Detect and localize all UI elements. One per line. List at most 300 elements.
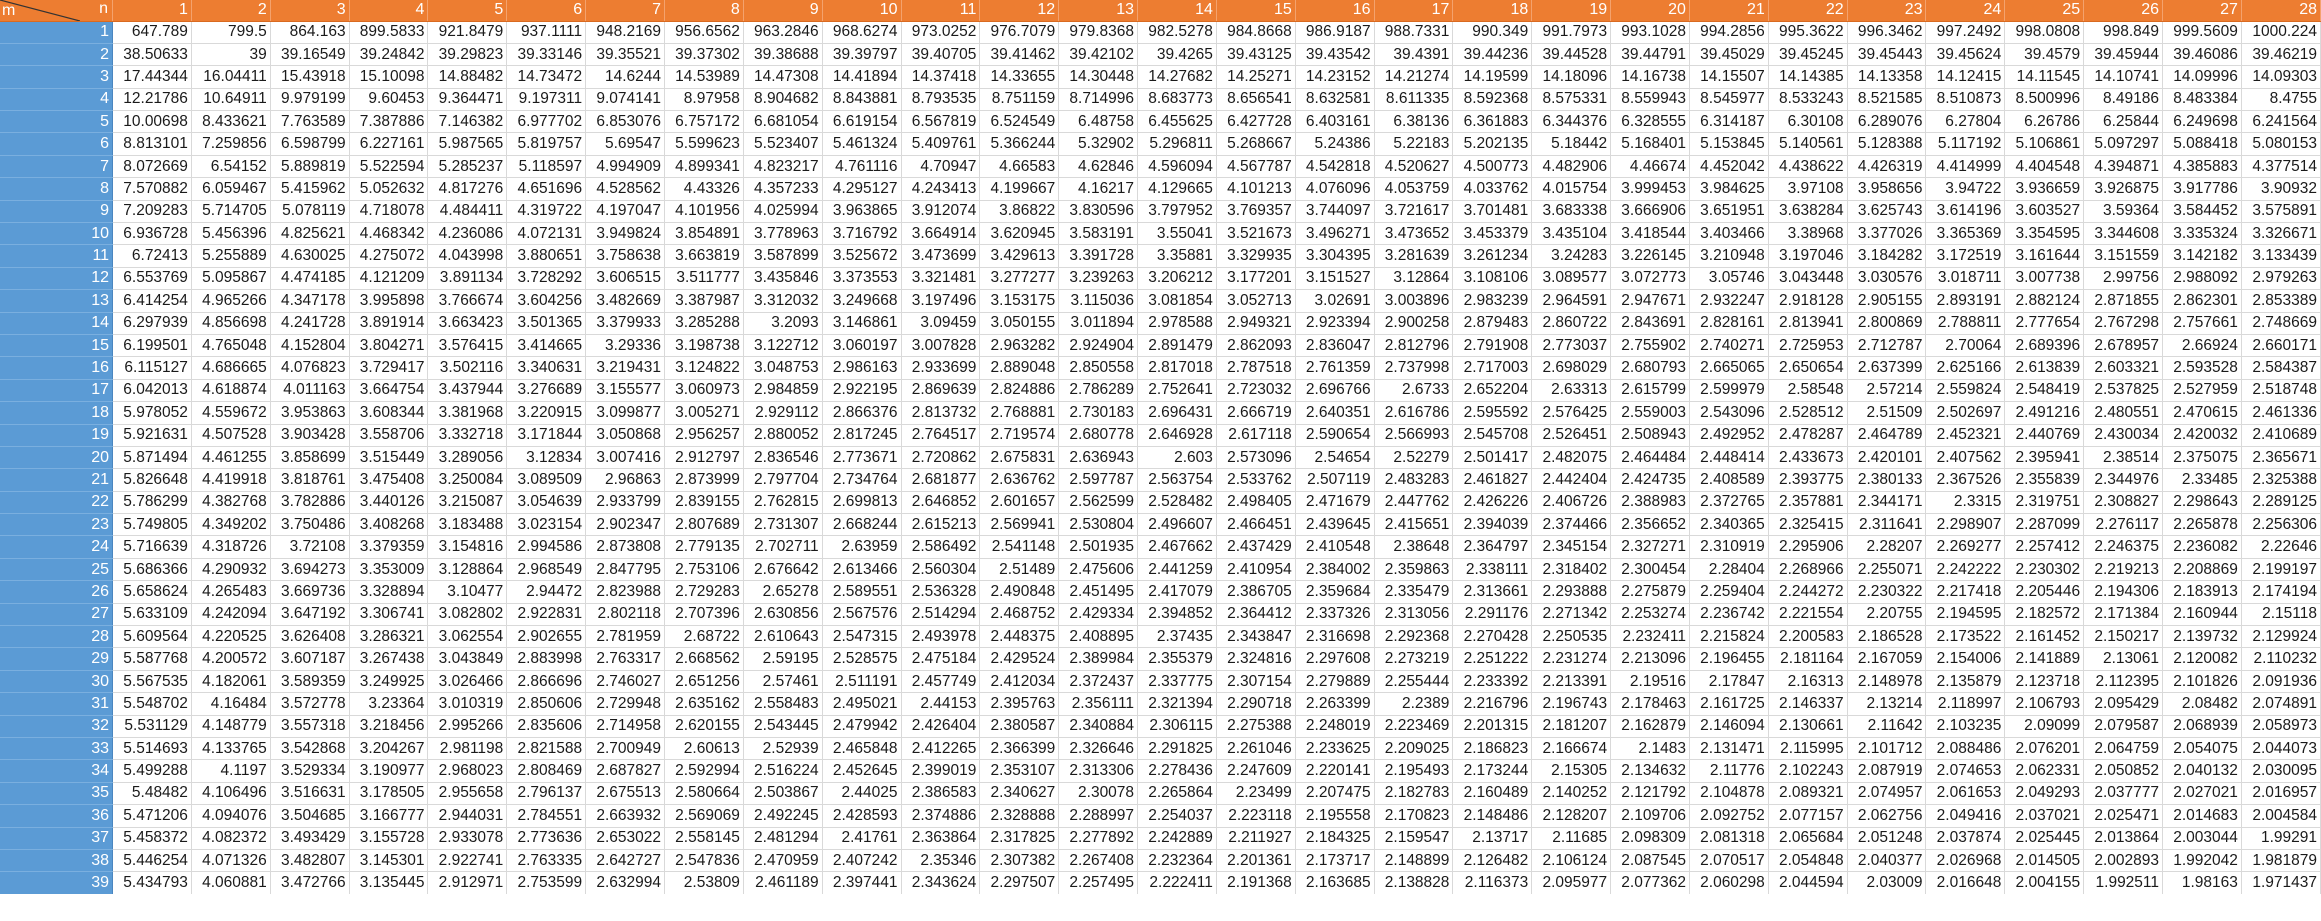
table-cell[interactable]: 3.226145 — [1611, 245, 1690, 267]
table-cell[interactable]: 2.646928 — [1138, 424, 1217, 446]
table-cell[interactable]: 2.461336 — [2241, 402, 2320, 424]
table-cell[interactable]: 998.0808 — [2005, 21, 2084, 43]
table-cell[interactable]: 2.869639 — [901, 379, 980, 401]
table-cell[interactable]: 2.267408 — [1059, 849, 1138, 871]
table-cell[interactable]: 2.729283 — [664, 581, 743, 603]
table-cell[interactable]: 3.328894 — [349, 581, 428, 603]
table-cell[interactable]: 2.873808 — [586, 536, 665, 558]
table-cell[interactable]: 2.231274 — [1532, 648, 1611, 670]
table-cell[interactable]: 3.261234 — [1453, 245, 1532, 267]
table-cell[interactable]: 6.361883 — [1453, 111, 1532, 133]
table-cell[interactable]: 3.647192 — [270, 603, 349, 625]
table-cell[interactable]: 5.686366 — [113, 558, 192, 580]
table-cell[interactable]: 16.04411 — [191, 66, 270, 88]
table-cell[interactable]: 2.060298 — [1689, 872, 1768, 894]
table-cell[interactable]: 2.244272 — [1768, 581, 1847, 603]
table-cell[interactable]: 2.478287 — [1768, 424, 1847, 446]
row-header-m-14[interactable]: 14 — [0, 312, 113, 334]
table-cell[interactable]: 3.29336 — [586, 334, 665, 356]
table-cell[interactable]: 2.452321 — [1926, 424, 2005, 446]
table-cell[interactable]: 2.862301 — [2163, 290, 2242, 312]
table-cell[interactable]: 2.636943 — [1059, 446, 1138, 468]
table-cell[interactable]: 2.707396 — [664, 603, 743, 625]
table-cell[interactable]: 2.037021 — [2005, 805, 2084, 827]
row-header-m-24[interactable]: 24 — [0, 536, 113, 558]
table-cell[interactable]: 2.054075 — [2163, 738, 2242, 760]
table-cell[interactable]: 2.646852 — [901, 491, 980, 513]
table-cell[interactable]: 2.580664 — [664, 782, 743, 804]
row-header-m-30[interactable]: 30 — [0, 670, 113, 692]
table-cell[interactable]: 2.232411 — [1611, 626, 1690, 648]
table-cell[interactable]: 14.16738 — [1611, 66, 1690, 88]
table-cell[interactable]: 4.275072 — [349, 245, 428, 267]
table-cell[interactable]: 2.812796 — [1374, 334, 1453, 356]
table-cell[interactable]: 2.625166 — [1926, 357, 2005, 379]
column-header-n-27[interactable]: 27 — [2163, 0, 2242, 21]
table-cell[interactable]: 6.567819 — [901, 111, 980, 133]
table-cell[interactable]: 5.117192 — [1926, 133, 2005, 155]
table-cell[interactable]: 2.03009 — [1847, 872, 1926, 894]
table-cell[interactable]: 2.386583 — [901, 782, 980, 804]
table-cell[interactable]: 2.37435 — [1138, 626, 1217, 648]
table-cell[interactable]: 2.642727 — [586, 849, 665, 871]
table-cell[interactable]: 2.475606 — [1059, 558, 1138, 580]
row-header-m-39[interactable]: 39 — [0, 872, 113, 894]
table-cell[interactable]: 2.076201 — [2005, 738, 2084, 760]
table-cell[interactable]: 14.18096 — [1532, 66, 1611, 88]
table-cell[interactable]: 14.30448 — [1059, 66, 1138, 88]
table-cell[interactable]: 2.340365 — [1689, 514, 1768, 536]
table-cell[interactable]: 6.977702 — [507, 111, 586, 133]
table-cell[interactable]: 2.102243 — [1768, 760, 1847, 782]
table-cell[interactable]: 2.879483 — [1453, 312, 1532, 334]
table-cell[interactable]: 2.412265 — [901, 738, 980, 760]
column-header-n-25[interactable]: 25 — [2005, 0, 2084, 21]
table-cell[interactable]: 8.632581 — [1295, 88, 1374, 110]
table-cell[interactable]: 14.37418 — [901, 66, 980, 88]
table-cell[interactable]: 2.003044 — [2163, 827, 2242, 849]
table-cell[interactable]: 3.769357 — [1216, 200, 1295, 222]
table-cell[interactable]: 4.542818 — [1295, 155, 1374, 177]
table-cell[interactable]: 3.663819 — [664, 245, 743, 267]
table-cell[interactable]: 2.261046 — [1216, 738, 1295, 760]
table-cell[interactable]: 2.181207 — [1532, 715, 1611, 737]
row-header-m-23[interactable]: 23 — [0, 514, 113, 536]
table-cell[interactable]: 4.474185 — [270, 267, 349, 289]
table-cell[interactable]: 2.327271 — [1611, 536, 1690, 558]
table-cell[interactable]: 3.603527 — [2005, 200, 2084, 222]
table-cell[interactable]: 3.365369 — [1926, 223, 2005, 245]
table-cell[interactable]: 2.098309 — [1611, 827, 1690, 849]
table-cell[interactable]: 3.115036 — [1059, 290, 1138, 312]
table-cell[interactable]: 6.72413 — [113, 245, 192, 267]
table-cell[interactable]: 4.200572 — [191, 648, 270, 670]
table-cell[interactable]: 2.470615 — [2163, 402, 2242, 424]
table-cell[interactable]: 2.318402 — [1532, 558, 1611, 580]
table-cell[interactable]: 8.592368 — [1453, 88, 1532, 110]
table-cell[interactable]: 39.44528 — [1532, 43, 1611, 65]
table-cell[interactable]: 2.380133 — [1847, 469, 1926, 491]
table-cell[interactable]: 4.094076 — [191, 805, 270, 827]
table-cell[interactable]: 14.19599 — [1453, 66, 1532, 88]
table-cell[interactable]: 6.115127 — [113, 357, 192, 379]
table-cell[interactable]: 2.417079 — [1138, 581, 1217, 603]
row-header-m-6[interactable]: 6 — [0, 133, 113, 155]
table-cell[interactable]: 3.701481 — [1453, 200, 1532, 222]
table-cell[interactable]: 39.16549 — [270, 43, 349, 65]
table-cell[interactable]: 2.251222 — [1453, 648, 1532, 670]
table-cell[interactable]: 3.782886 — [270, 491, 349, 513]
table-cell[interactable]: 2.326646 — [1059, 738, 1138, 760]
table-cell[interactable]: 3.178505 — [349, 782, 428, 804]
table-cell[interactable]: 5.978052 — [113, 402, 192, 424]
table-cell[interactable]: 963.2846 — [743, 21, 822, 43]
table-cell[interactable]: 2.437429 — [1216, 536, 1295, 558]
table-cell[interactable]: 2.220141 — [1295, 760, 1374, 782]
table-cell[interactable]: 2.269277 — [1926, 536, 2005, 558]
table-cell[interactable]: 4.62846 — [1059, 155, 1138, 177]
table-cell[interactable]: 2.464484 — [1611, 446, 1690, 468]
table-cell[interactable]: 8.521585 — [1847, 88, 1926, 110]
table-cell[interactable]: 2.719574 — [980, 424, 1059, 446]
table-cell[interactable]: 991.7973 — [1532, 21, 1611, 43]
table-cell[interactable]: 3.09459 — [901, 312, 980, 334]
table-cell[interactable]: 39.4391 — [1374, 43, 1453, 65]
table-cell[interactable]: 976.7079 — [980, 21, 1059, 43]
table-cell[interactable]: 2.356652 — [1611, 514, 1690, 536]
table-cell[interactable]: 14.11545 — [2005, 66, 2084, 88]
table-cell[interactable]: 2.541148 — [980, 536, 1059, 558]
table-cell[interactable]: 2.576425 — [1532, 402, 1611, 424]
table-cell[interactable]: 2.004584 — [2241, 805, 2320, 827]
table-cell[interactable]: 2.518748 — [2241, 379, 2320, 401]
table-cell[interactable]: 39.46086 — [2163, 43, 2242, 65]
table-cell[interactable]: 5.921631 — [113, 424, 192, 446]
table-cell[interactable]: 39.44236 — [1453, 43, 1532, 65]
table-cell[interactable]: 3.353009 — [349, 558, 428, 580]
table-cell[interactable]: 2.451495 — [1059, 581, 1138, 603]
table-cell[interactable]: 5.458372 — [113, 827, 192, 849]
table-cell[interactable]: 3.608344 — [349, 402, 428, 424]
table-cell[interactable]: 2.63313 — [1532, 379, 1611, 401]
table-cell[interactable]: 3.329935 — [1216, 245, 1295, 267]
table-cell[interactable]: 2.319751 — [2005, 491, 2084, 513]
table-cell[interactable]: 14.53989 — [664, 66, 743, 88]
table-cell[interactable]: 2.407242 — [822, 849, 901, 871]
table-cell[interactable]: 2.60613 — [664, 738, 743, 760]
table-cell[interactable]: 2.256306 — [2241, 514, 2320, 536]
table-cell[interactable]: 8.533243 — [1768, 88, 1847, 110]
table-cell[interactable]: 2.984859 — [743, 379, 822, 401]
table-cell[interactable]: 2.650654 — [1768, 357, 1847, 379]
table-cell[interactable]: 2.223118 — [1216, 805, 1295, 827]
table-cell[interactable]: 2.15118 — [2241, 603, 2320, 625]
table-cell[interactable]: 4.236086 — [428, 223, 507, 245]
table-cell[interactable]: 3.007738 — [2005, 267, 2084, 289]
table-cell[interactable]: 2.461827 — [1453, 469, 1532, 491]
table-cell[interactable]: 3.606515 — [586, 267, 665, 289]
table-cell[interactable]: 2.089321 — [1768, 782, 1847, 804]
table-cell[interactable]: 3.90932 — [2241, 178, 2320, 200]
table-cell[interactable]: 14.25271 — [1216, 66, 1295, 88]
table-cell[interactable]: 2.23499 — [1216, 782, 1295, 804]
table-cell[interactable]: 6.227161 — [349, 133, 428, 155]
table-cell[interactable]: 6.328555 — [1611, 111, 1690, 133]
table-cell[interactable]: 2.217418 — [1926, 581, 2005, 603]
table-cell[interactable]: 2.592994 — [664, 760, 743, 782]
table-cell[interactable]: 5.415962 — [270, 178, 349, 200]
table-cell[interactable]: 5.69547 — [586, 133, 665, 155]
table-cell[interactable]: 2.355839 — [2005, 469, 2084, 491]
table-cell[interactable]: 2.666719 — [1216, 402, 1295, 424]
table-cell[interactable]: 2.276117 — [2084, 514, 2163, 536]
table-cell[interactable]: 7.259856 — [191, 133, 270, 155]
table-cell[interactable]: 3.999453 — [1611, 178, 1690, 200]
table-cell[interactable]: 2.589551 — [822, 581, 901, 603]
table-cell[interactable]: 6.289076 — [1847, 111, 1926, 133]
table-cell[interactable]: 2.054848 — [1768, 849, 1847, 871]
table-cell[interactable]: 39.44791 — [1611, 43, 1690, 65]
row-header-m-36[interactable]: 36 — [0, 805, 113, 827]
table-cell[interactable]: 2.44153 — [901, 693, 980, 715]
table-cell[interactable]: 2.146094 — [1689, 715, 1768, 737]
table-cell[interactable]: 2.074957 — [1847, 782, 1926, 804]
table-cell[interactable]: 2.289125 — [2241, 491, 2320, 513]
table-cell[interactable]: 2.065684 — [1768, 827, 1847, 849]
table-cell[interactable]: 2.09099 — [2005, 715, 2084, 737]
table-cell[interactable]: 2.752641 — [1138, 379, 1217, 401]
table-cell[interactable]: 2.773671 — [822, 446, 901, 468]
table-cell[interactable]: 4.072131 — [507, 223, 586, 245]
table-cell[interactable]: 2.049293 — [2005, 782, 2084, 804]
table-cell[interactable]: 3.24283 — [1532, 245, 1611, 267]
table-cell[interactable]: 2.773636 — [507, 827, 586, 849]
table-cell[interactable]: 2.923394 — [1295, 312, 1374, 334]
table-cell[interactable]: 8.483384 — [2163, 88, 2242, 110]
table-cell[interactable]: 2.630856 — [743, 603, 822, 625]
table-cell[interactable]: 3.504685 — [270, 805, 349, 827]
table-cell[interactable]: 2.33485 — [2163, 469, 2242, 491]
table-cell[interactable]: 5.434793 — [113, 872, 192, 894]
table-cell[interactable]: 3.97108 — [1768, 178, 1847, 200]
table-cell[interactable]: 999.5609 — [2163, 21, 2242, 43]
table-cell[interactable]: 2.297608 — [1295, 648, 1374, 670]
table-cell[interactable]: 2.59195 — [743, 648, 822, 670]
table-cell[interactable]: 2.130661 — [1768, 715, 1847, 737]
table-cell[interactable]: 4.16217 — [1059, 178, 1138, 200]
table-cell[interactable]: 4.241728 — [270, 312, 349, 334]
table-cell[interactable]: 2.501935 — [1059, 536, 1138, 558]
table-cell[interactable]: 2.159547 — [1374, 827, 1453, 849]
table-cell[interactable]: 2.817018 — [1138, 357, 1217, 379]
table-cell[interactable]: 2.395763 — [980, 693, 1059, 715]
table-cell[interactable]: 2.255071 — [1847, 558, 1926, 580]
table-cell[interactable]: 986.9187 — [1295, 21, 1374, 43]
table-cell[interactable]: 2.632994 — [586, 872, 665, 894]
table-cell[interactable]: 6.344376 — [1532, 111, 1611, 133]
table-cell[interactable]: 2.223469 — [1374, 715, 1453, 737]
column-header-n-9[interactable]: 9 — [743, 0, 822, 21]
table-cell[interactable]: 3.473699 — [901, 245, 980, 267]
table-cell[interactable]: 2.250535 — [1532, 626, 1611, 648]
table-cell[interactable]: 3.429613 — [980, 245, 1059, 267]
table-cell[interactable]: 3.664754 — [349, 379, 428, 401]
table-cell[interactable]: 2.560304 — [901, 558, 980, 580]
table-cell[interactable]: 2.313306 — [1059, 760, 1138, 782]
table-cell[interactable]: 3.86822 — [980, 200, 1059, 222]
table-cell[interactable]: 39.40705 — [901, 43, 980, 65]
table-cell[interactable]: 2.242889 — [1138, 827, 1217, 849]
table-cell[interactable]: 4.071326 — [191, 849, 270, 871]
table-cell[interactable]: 3.995898 — [349, 290, 428, 312]
table-cell[interactable]: 2.426404 — [901, 715, 980, 737]
table-cell[interactable]: 2.676642 — [743, 558, 822, 580]
table-cell[interactable]: 3.926875 — [2084, 178, 2163, 200]
table-cell[interactable]: 2.410954 — [1216, 558, 1295, 580]
table-cell[interactable]: 2.087545 — [1611, 849, 1690, 871]
table-cell[interactable]: 4.349202 — [191, 514, 270, 536]
table-cell[interactable]: 2.964591 — [1532, 290, 1611, 312]
table-cell[interactable]: 2.300454 — [1611, 558, 1690, 580]
column-header-n-28[interactable]: 28 — [2241, 0, 2320, 21]
table-cell[interactable]: 39.38688 — [743, 43, 822, 65]
table-cell[interactable]: 5.889819 — [270, 155, 349, 177]
table-cell[interactable]: 1.971437 — [2241, 872, 2320, 894]
table-cell[interactable]: 2.121792 — [1611, 782, 1690, 804]
table-cell[interactable]: 2.394852 — [1138, 603, 1217, 625]
table-cell[interactable]: 4.106496 — [191, 782, 270, 804]
table-cell[interactable]: 3.387987 — [664, 290, 743, 312]
table-cell[interactable]: 2.061653 — [1926, 782, 2005, 804]
table-cell[interactable]: 2.236742 — [1689, 603, 1768, 625]
table-cell[interactable]: 3.408268 — [349, 514, 428, 536]
table-cell[interactable]: 3.007416 — [586, 446, 665, 468]
table-cell[interactable]: 3.797952 — [1138, 200, 1217, 222]
table-cell[interactable]: 2.310919 — [1689, 536, 1768, 558]
table-cell[interactable]: 3.917786 — [2163, 178, 2242, 200]
table-cell[interactable]: 2.139732 — [2163, 626, 2242, 648]
table-cell[interactable]: 5.118597 — [507, 155, 586, 177]
table-cell[interactable]: 2.277892 — [1059, 827, 1138, 849]
row-header-m-20[interactable]: 20 — [0, 446, 113, 468]
table-cell[interactable]: 3.166777 — [349, 805, 428, 827]
table-cell[interactable]: 3.326671 — [2241, 223, 2320, 245]
table-cell[interactable]: 39 — [191, 43, 270, 65]
table-cell[interactable]: 5.826648 — [113, 469, 192, 491]
table-cell[interactable]: 2.219213 — [2084, 558, 2163, 580]
table-cell[interactable]: 39.35521 — [586, 43, 665, 65]
table-cell[interactable]: 5.285237 — [428, 155, 507, 177]
table-cell[interactable]: 2.399019 — [901, 760, 980, 782]
table-cell[interactable]: 2.947671 — [1611, 290, 1690, 312]
table-cell[interactable]: 3.204267 — [349, 738, 428, 760]
table-cell[interactable]: 3.379359 — [349, 536, 428, 558]
table-cell[interactable]: 988.7331 — [1374, 21, 1453, 43]
table-cell[interactable]: 2.779135 — [664, 536, 743, 558]
table-cell[interactable]: 6.25844 — [2084, 111, 2163, 133]
table-cell[interactable]: 6.48758 — [1059, 111, 1138, 133]
table-cell[interactable]: 39.45443 — [1847, 43, 1926, 65]
table-cell[interactable]: 3.435104 — [1532, 223, 1611, 245]
table-cell[interactable]: 4.16484 — [191, 693, 270, 715]
table-cell[interactable]: 7.763589 — [270, 111, 349, 133]
table-cell[interactable]: 2.94472 — [507, 581, 586, 603]
table-cell[interactable]: 2.573096 — [1216, 446, 1295, 468]
table-cell[interactable]: 5.633109 — [113, 603, 192, 625]
table-cell[interactable]: 2.295906 — [1768, 536, 1847, 558]
table-cell[interactable]: 8.49186 — [2084, 88, 2163, 110]
table-cell[interactable]: 2.835606 — [507, 715, 586, 737]
table-cell[interactable]: 2.51489 — [980, 558, 1059, 580]
table-cell[interactable]: 2.074653 — [1926, 760, 2005, 782]
table-cell[interactable]: 4.129665 — [1138, 178, 1217, 200]
table-cell[interactable]: 2.702711 — [743, 536, 822, 558]
table-cell[interactable]: 3.501365 — [507, 312, 586, 334]
table-cell[interactable]: 2.866696 — [507, 670, 586, 692]
table-cell[interactable]: 2.813941 — [1768, 312, 1847, 334]
table-cell[interactable]: 3.626408 — [270, 626, 349, 648]
table-cell[interactable]: 2.492952 — [1689, 424, 1768, 446]
table-cell[interactable]: 2.062756 — [1847, 805, 1926, 827]
table-cell[interactable]: 2.528482 — [1138, 491, 1217, 513]
table-cell[interactable]: 8.843881 — [822, 88, 901, 110]
table-cell[interactable]: 2.397441 — [822, 872, 901, 894]
table-cell[interactable]: 2.016957 — [2241, 782, 2320, 804]
table-cell[interactable]: 2.547315 — [822, 626, 901, 648]
table-cell[interactable]: 5.080153 — [2241, 133, 2320, 155]
table-cell[interactable]: 4.825621 — [270, 223, 349, 245]
table-cell[interactable]: 4.419918 — [191, 469, 270, 491]
table-cell[interactable]: 2.173522 — [1926, 626, 2005, 648]
table-cell[interactable]: 2.194595 — [1926, 603, 2005, 625]
table-cell[interactable]: 2.823988 — [586, 581, 665, 603]
table-cell[interactable]: 2.882124 — [2005, 290, 2084, 312]
table-cell[interactable]: 4.025994 — [743, 200, 822, 222]
table-cell[interactable]: 2.16313 — [1768, 670, 1847, 692]
table-cell[interactable]: 2.292368 — [1374, 626, 1453, 648]
table-cell[interactable]: 4.46674 — [1611, 155, 1690, 177]
table-cell[interactable]: 3.133439 — [2241, 245, 2320, 267]
table-cell[interactable]: 2.196455 — [1689, 648, 1768, 670]
table-cell[interactable]: 2.748669 — [2241, 312, 2320, 334]
table-cell[interactable]: 2.270428 — [1453, 626, 1532, 648]
table-cell[interactable]: 3.340631 — [507, 357, 586, 379]
table-cell[interactable]: 5.786299 — [113, 491, 192, 513]
table-cell[interactable]: 39.4579 — [2005, 43, 2084, 65]
table-cell[interactable]: 2.696766 — [1295, 379, 1374, 401]
table-cell[interactable]: 2.981198 — [428, 738, 507, 760]
row-header-m-11[interactable]: 11 — [0, 245, 113, 267]
table-cell[interactable]: 4.043998 — [428, 245, 507, 267]
table-cell[interactable]: 6.059467 — [191, 178, 270, 200]
table-cell[interactable]: 6.936728 — [113, 223, 192, 245]
column-header-n-15[interactable]: 15 — [1216, 0, 1295, 21]
table-cell[interactable]: 14.09303 — [2241, 66, 2320, 88]
table-cell[interactable]: 4.060881 — [191, 872, 270, 894]
row-header-m-3[interactable]: 3 — [0, 66, 113, 88]
table-cell[interactable]: 2.836546 — [743, 446, 822, 468]
table-cell[interactable]: 6.414254 — [113, 290, 192, 312]
table-cell[interactable]: 2.115995 — [1768, 738, 1847, 760]
table-cell[interactable]: 3.750486 — [270, 514, 349, 536]
table-cell[interactable]: 2.19516 — [1611, 670, 1690, 692]
table-cell[interactable]: 4.630025 — [270, 245, 349, 267]
table-cell[interactable]: 3.05746 — [1689, 267, 1768, 289]
table-cell[interactable]: 2.635162 — [664, 693, 743, 715]
table-cell[interactable]: 2.496607 — [1138, 514, 1217, 536]
table-cell[interactable]: 2.17847 — [1689, 670, 1768, 692]
table-cell[interactable]: 2.103235 — [1926, 715, 2005, 737]
